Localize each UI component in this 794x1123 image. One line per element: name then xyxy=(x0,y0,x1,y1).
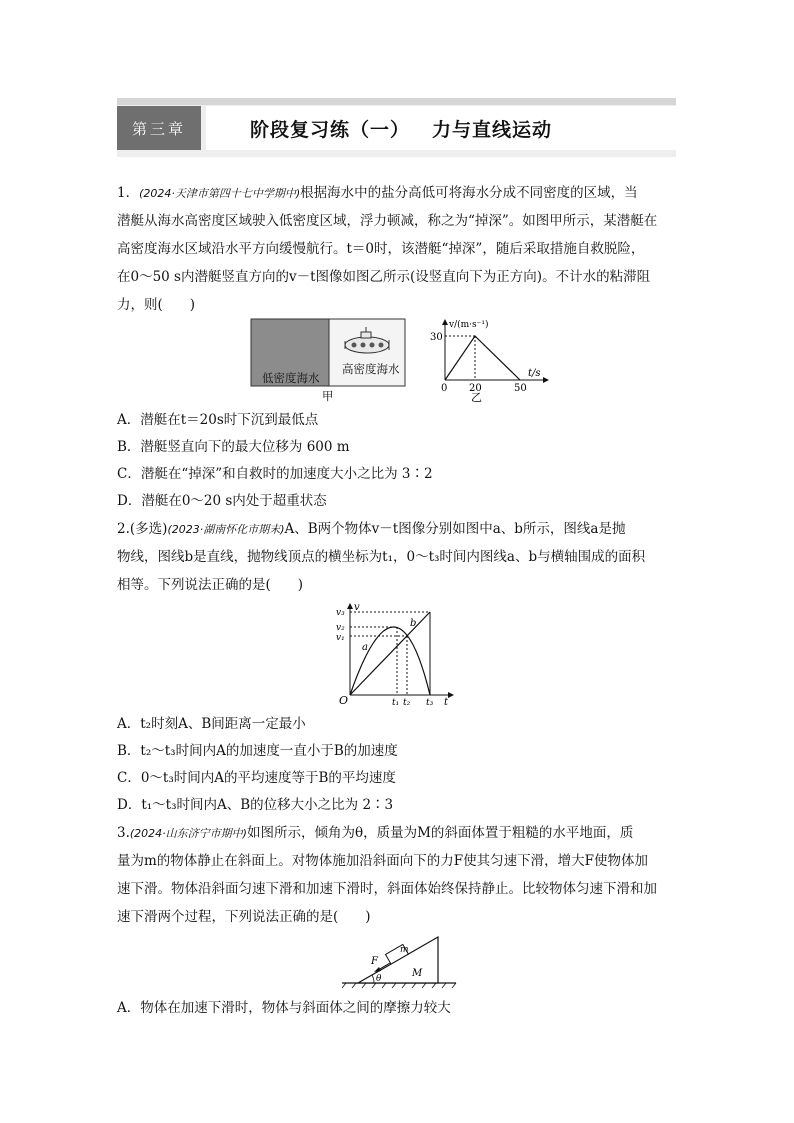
q2-line-1 xyxy=(117,519,625,540)
q2-x-arrow xyxy=(448,692,454,698)
q2-y-arrow xyxy=(347,603,353,609)
q2-tick-t2: t₂ xyxy=(403,698,411,708)
q2-line-2: 物线，图线b是直线，抛物线顶点的横坐标为t₁，0～t₃时间内图线a、b与横轴围成的面积 xyxy=(117,549,646,565)
q2-option-d: D．t₁～t₃时间内A、B的位移大小之比为 2∶3 xyxy=(117,797,394,813)
q3-line-3: 速下滑。物体沿斜面匀速下滑和加速下滑时，斜面体始终保持静止。比较物体匀速下滑和加 xyxy=(117,881,657,897)
q2-label-a: a xyxy=(362,642,368,653)
q1-figure-jia xyxy=(250,318,410,402)
page-title xyxy=(250,115,552,142)
q1-vt-line xyxy=(445,336,520,380)
q1-line-2: 潜艇从海水高密度区域驶入低密度区域，浮力顿减，称之为“掉深”。如图甲所示，某潜艇在 xyxy=(117,213,658,229)
q1-source: (2024·天津市第四十七中学期中) xyxy=(139,187,301,200)
q2-vlabel: v xyxy=(354,602,360,613)
label-m: m xyxy=(400,945,409,955)
q1-text-1: 根据海水中的盐分高低可将海水分成不同密度的区域，当 xyxy=(300,185,638,201)
q2-line-3: 相等。下列说法正确的是( ) xyxy=(117,577,304,593)
q1-line-1 xyxy=(117,183,638,204)
q1-line-5: 力，则( ) xyxy=(117,297,196,313)
header-topline xyxy=(117,98,676,105)
q1-option-a: A．潜艇在t＝20s时下沉到最低点 xyxy=(117,412,319,428)
q2-tick-v1: v₁ xyxy=(336,633,345,643)
q1-number: 1． xyxy=(117,185,140,201)
title-sub: 力与直线运动 xyxy=(432,119,553,141)
q2-tick-v3: v₃ xyxy=(336,608,345,618)
q2-label-b: b xyxy=(410,618,417,629)
q1-tick-0: 0 xyxy=(441,383,448,394)
q3-line-2: 量为m的物体静止在斜面上。对物体施加沿斜面向下的力F使其匀速下滑，增大F使物体加 xyxy=(117,853,649,869)
label-theta: θ xyxy=(376,974,382,984)
q2-option-b: B．t₂～t₃时间内A的加速度一直小于B的加速度 xyxy=(117,743,398,759)
q2-option-c: C．0～t₃时间内A的平均速度等于B的平均速度 xyxy=(117,770,396,786)
low-density-label: 低密度海水 xyxy=(262,371,320,385)
label-f: F xyxy=(371,956,378,967)
q3-option-a: A．物体在加速下滑时，物体与斜面体之间的摩擦力较大 xyxy=(117,1000,451,1016)
fig-yi-label: 乙 xyxy=(471,391,482,402)
q1-option-d: D．潜艇在0～20 s内处于超重状态 xyxy=(117,493,327,509)
q1-x-arrow xyxy=(543,377,549,383)
q2-curve-a xyxy=(350,627,430,695)
q1-option-b: B．潜艇竖直向下的最大位移为 600 m xyxy=(117,439,350,455)
q2-tick-t1: t₁ xyxy=(392,698,400,708)
q3-figure xyxy=(338,932,462,990)
q2-origin: O xyxy=(339,694,349,707)
q2-graph xyxy=(330,600,460,710)
q1-xlabel: t/s xyxy=(528,368,541,379)
q1-line-3: 高密度海水区域沿水平方向缓慢航行。t＝0时，该潜艇“掉深”，随后采取措施自救脱险， xyxy=(117,241,645,257)
q2-line-b xyxy=(350,612,430,695)
q2-prefix: (多选) xyxy=(129,521,168,537)
q1-y-arrow xyxy=(442,319,448,325)
q1-option-c: C．潜艇在“掉深”和自救时的加速度大小之比为 3∶2 xyxy=(117,466,433,482)
q2-option-a: A．t₂时刻A、B间距离一定最小 xyxy=(117,716,306,732)
q1-graph-yi xyxy=(425,316,550,402)
q3-text-1: 如图所示，倾角为θ，质量为M的斜面体置于粗糙的水平地面，质 xyxy=(246,825,634,841)
ground-hatching xyxy=(342,983,456,988)
fig-jia-label: 甲 xyxy=(322,389,334,402)
q2-text-1: A、B两个物体v－t图像分别如图中a、b所示，图线a是抛 xyxy=(284,521,626,537)
chapter-tag: 第三章 xyxy=(117,106,201,150)
q3-number: 3. xyxy=(117,825,130,841)
q1-tick-50: 50 xyxy=(514,383,527,394)
q1-line-4: 在0～50 s内潜艇竖直方向的v－t图像如图乙所示(设竖直向下为正方向)。不计水的粘滞阻 xyxy=(117,269,651,285)
high-density-label: 高密度海水 xyxy=(342,362,400,376)
q2-source: (2023·湖南怀化市期末) xyxy=(167,523,285,536)
q2-number: 2. xyxy=(117,521,130,537)
q2-tick-v2: v₂ xyxy=(336,623,345,633)
title-main: 阶段复习练（一） xyxy=(250,119,411,141)
q1-ylabel: v/(m·s⁻¹) xyxy=(449,320,489,330)
q1-tick-30: 30 xyxy=(430,332,443,343)
q3-line-4: 速下滑两个过程，下列说法正确的是( ) xyxy=(117,909,371,925)
q3-line-1 xyxy=(117,823,633,844)
q2-tlabel: t xyxy=(444,697,449,708)
q2-tick-t3: t₃ xyxy=(426,698,434,708)
q3-source: (2024·山东济宁市期中) xyxy=(129,827,247,840)
label-big-m: M xyxy=(412,968,423,979)
q1-tick-20: 20 xyxy=(469,383,482,394)
